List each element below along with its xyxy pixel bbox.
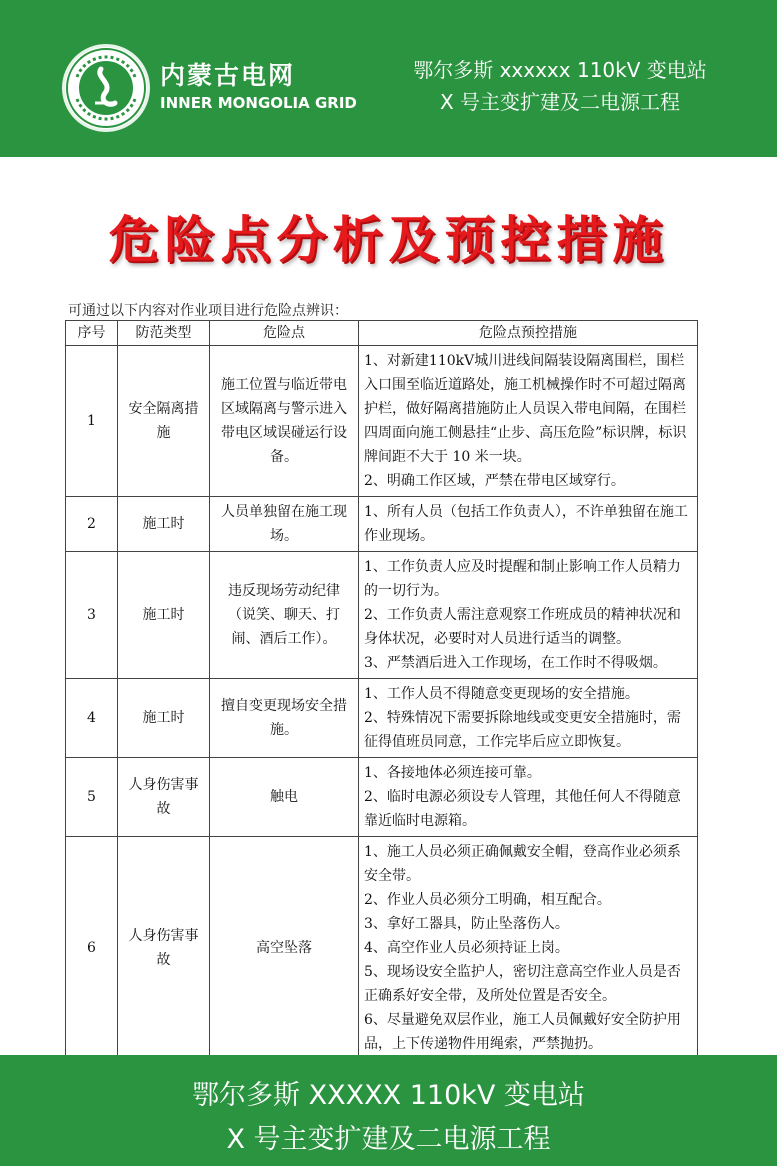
table-row <box>66 679 698 758</box>
measure-item: 3、严禁酒后进入工作现场，在工作时不得吸烟。 <box>364 655 667 671</box>
header-no: 序号 <box>66 321 118 346</box>
row-no: 3 <box>66 552 118 679</box>
row-type: 人身伤害事故 <box>118 837 210 1060</box>
row-measures <box>359 552 698 679</box>
row-no: 6 <box>66 837 118 1060</box>
row-hazard: 施工位置与临近带电区域隔离与警示进入带电区域误碰运行设备。 <box>210 346 359 497</box>
row-hazard: 擅自变更现场安全措施。 <box>210 679 359 758</box>
measure-item: 1、各接地体必须连接可靠。 <box>364 765 541 781</box>
header-type: 防范类型 <box>118 321 210 346</box>
row-hazard: 触电 <box>210 758 359 837</box>
table-row <box>66 552 698 679</box>
table-row <box>66 497 698 552</box>
table-row <box>66 837 698 1060</box>
table-header-row <box>66 321 698 346</box>
row-hazard: 违反现场劳动纪律（说笑、聊天、打闹、酒后工作）。 <box>210 552 359 679</box>
footer-project-line2: X 号主变扩建及二电源工程 <box>226 1124 551 1155</box>
header-project-line1: 鄂尔多斯 xxxxxx 110kV 变电站 <box>413 58 707 82</box>
measure-item: 2、工作负责人需注意观察工作班成员的精神状况和身体状况，必要时对人员进行适当的调整。 <box>364 607 681 647</box>
org-name-cn: 内蒙古电网 <box>160 61 296 90</box>
measure-item: 2、特殊情况下需要拆除地线或变更安全措施时，需征得值班员同意，工作完毕后应立即恢复。 <box>364 710 681 750</box>
measure-item: 5、现场设安全监护人，密切注意高空作业人员是否正确系好安全带，及所处位置是否安全。 <box>364 964 681 1004</box>
row-measures <box>359 679 698 758</box>
row-type: 施工时 <box>118 497 210 552</box>
row-hazard: 高空坠落 <box>210 837 359 1060</box>
measure-item: 1、所有人员（包括工作负责人），不许单独留在施工作业现场。 <box>364 504 688 544</box>
row-measures <box>359 837 698 1060</box>
row-type: 安全隔离措施 <box>118 346 210 497</box>
row-no: 1 <box>66 346 118 497</box>
measure-item: 1、工作人员不得随意变更现场的安全措施。 <box>364 686 639 702</box>
header-project-line2: X 号主变扩建及二电源工程 <box>439 90 681 114</box>
measure-item: 2、明确工作区域，严禁在带电区域穿行。 <box>364 473 625 489</box>
header-project <box>360 54 760 118</box>
measure-item: 6、尽量避免双层作业，施工人员佩戴好安全防护用品，上下传递物件用绳索，严禁抛扔。 <box>364 1012 681 1052</box>
row-no: 5 <box>66 758 118 837</box>
table-row <box>66 346 698 497</box>
measure-item: 2、作业人员必须分工明确，相互配合。 <box>364 892 611 908</box>
intro-text: 可通过以下内容对作业项目进行危险点辨识： <box>68 303 348 319</box>
hazard-table <box>65 320 698 1060</box>
row-no: 2 <box>66 497 118 552</box>
page-title: 危险点分析及预控措施 <box>108 211 669 269</box>
row-measures <box>359 497 698 552</box>
header-measures: 危险点预控措施 <box>359 321 698 346</box>
grid-logo <box>62 44 150 132</box>
grid-logo-icon <box>65 47 147 129</box>
measure-item: 1、工作负责人应及时提醒和制止影响工作人员精力的一切行为。 <box>364 559 681 599</box>
measure-item: 1、对新建110kV城川进线间隔装设隔离围栏，围栏入口围至临近道路处，施工机械操作时不可超过隔离护栏，做好隔离措施防止人员误入带电间隔，在围栏四周面向施工侧悬挂“止步、高压危险”标识牌，标识牌间距不大于 10 米一块。 <box>364 353 687 465</box>
row-measures <box>359 758 698 837</box>
footer-banner <box>0 1055 777 1166</box>
row-type: 施工时 <box>118 679 210 758</box>
measure-item: 3、拿好工器具，防止坠落伤人。 <box>364 916 569 932</box>
footer-project-line1: 鄂尔多斯 XXXXX 110kV 变电站 <box>192 1080 585 1111</box>
table-row <box>66 758 698 837</box>
row-hazard: 人员单独留在施工现场。 <box>210 497 359 552</box>
row-type: 人身伤害事故 <box>118 758 210 837</box>
measure-item: 4、高空作业人员必须持证上岗。 <box>364 940 569 956</box>
row-measures <box>359 346 698 497</box>
row-no: 4 <box>66 679 118 758</box>
measure-item: 1、施工人员必须正确佩戴安全帽，登高作业必须系安全带。 <box>364 844 681 884</box>
measure-item: 2、临时电源必须设专人管理，其他任何人不得随意靠近临时电源箱。 <box>364 789 681 829</box>
org-name-en: INNER MONGOLIA GRID <box>160 94 357 112</box>
header-hazard: 危险点 <box>210 321 359 346</box>
header-banner <box>0 0 777 157</box>
row-type: 施工时 <box>118 552 210 679</box>
